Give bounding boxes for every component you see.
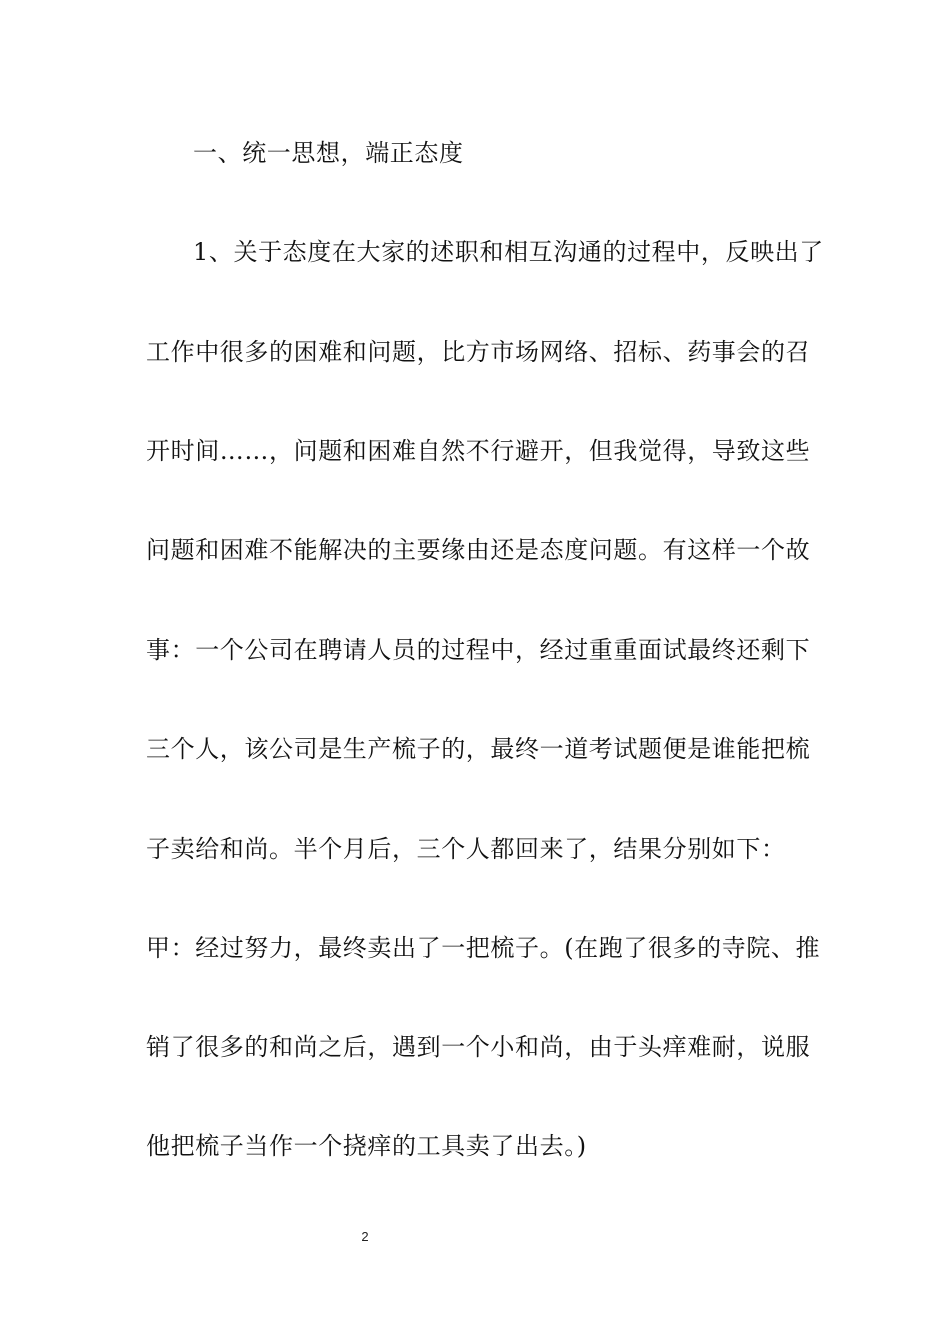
paragraph-line: 甲：经过努力，最终卖出了一把梳子。(在跑了很多的寺院、推: [146, 934, 821, 962]
page-number: 2: [361, 1229, 369, 1244]
paragraph-line: 开时间……，问题和困难自然不行避开，但我觉得，导致这些: [146, 437, 811, 465]
paragraph-line: 问题和困难不能解决的主要缘由还是态度问题。有这样一个故: [146, 536, 811, 564]
paragraph-line: 事：一个公司在聘请人员的过程中，经过重重面试最终还剩下: [146, 636, 811, 664]
paragraph-line: 三个人，该公司是生产梳子的，最终一道考试题便是谁能把梳: [146, 735, 811, 763]
paragraph-line: 子卖给和尚。半个月后，三个人都回来了，结果分别如下：: [146, 835, 786, 863]
paragraph-line: 他把梳子当作一个挠痒的工具卖了出去。): [146, 1132, 587, 1160]
paragraph-line: 销了很多的和尚之后，遇到一个小和尚，由于头痒难耐，说服: [146, 1033, 811, 1061]
section-heading: 一、统一思想，端正态度: [193, 139, 464, 167]
paragraph-line: 1、关于态度在大家的述职和相互沟通的过程中，反映出了: [193, 238, 824, 266]
paragraph-line: 工作中很多的困难和问题，比方市场网络、招标、药事会的召: [146, 338, 811, 366]
